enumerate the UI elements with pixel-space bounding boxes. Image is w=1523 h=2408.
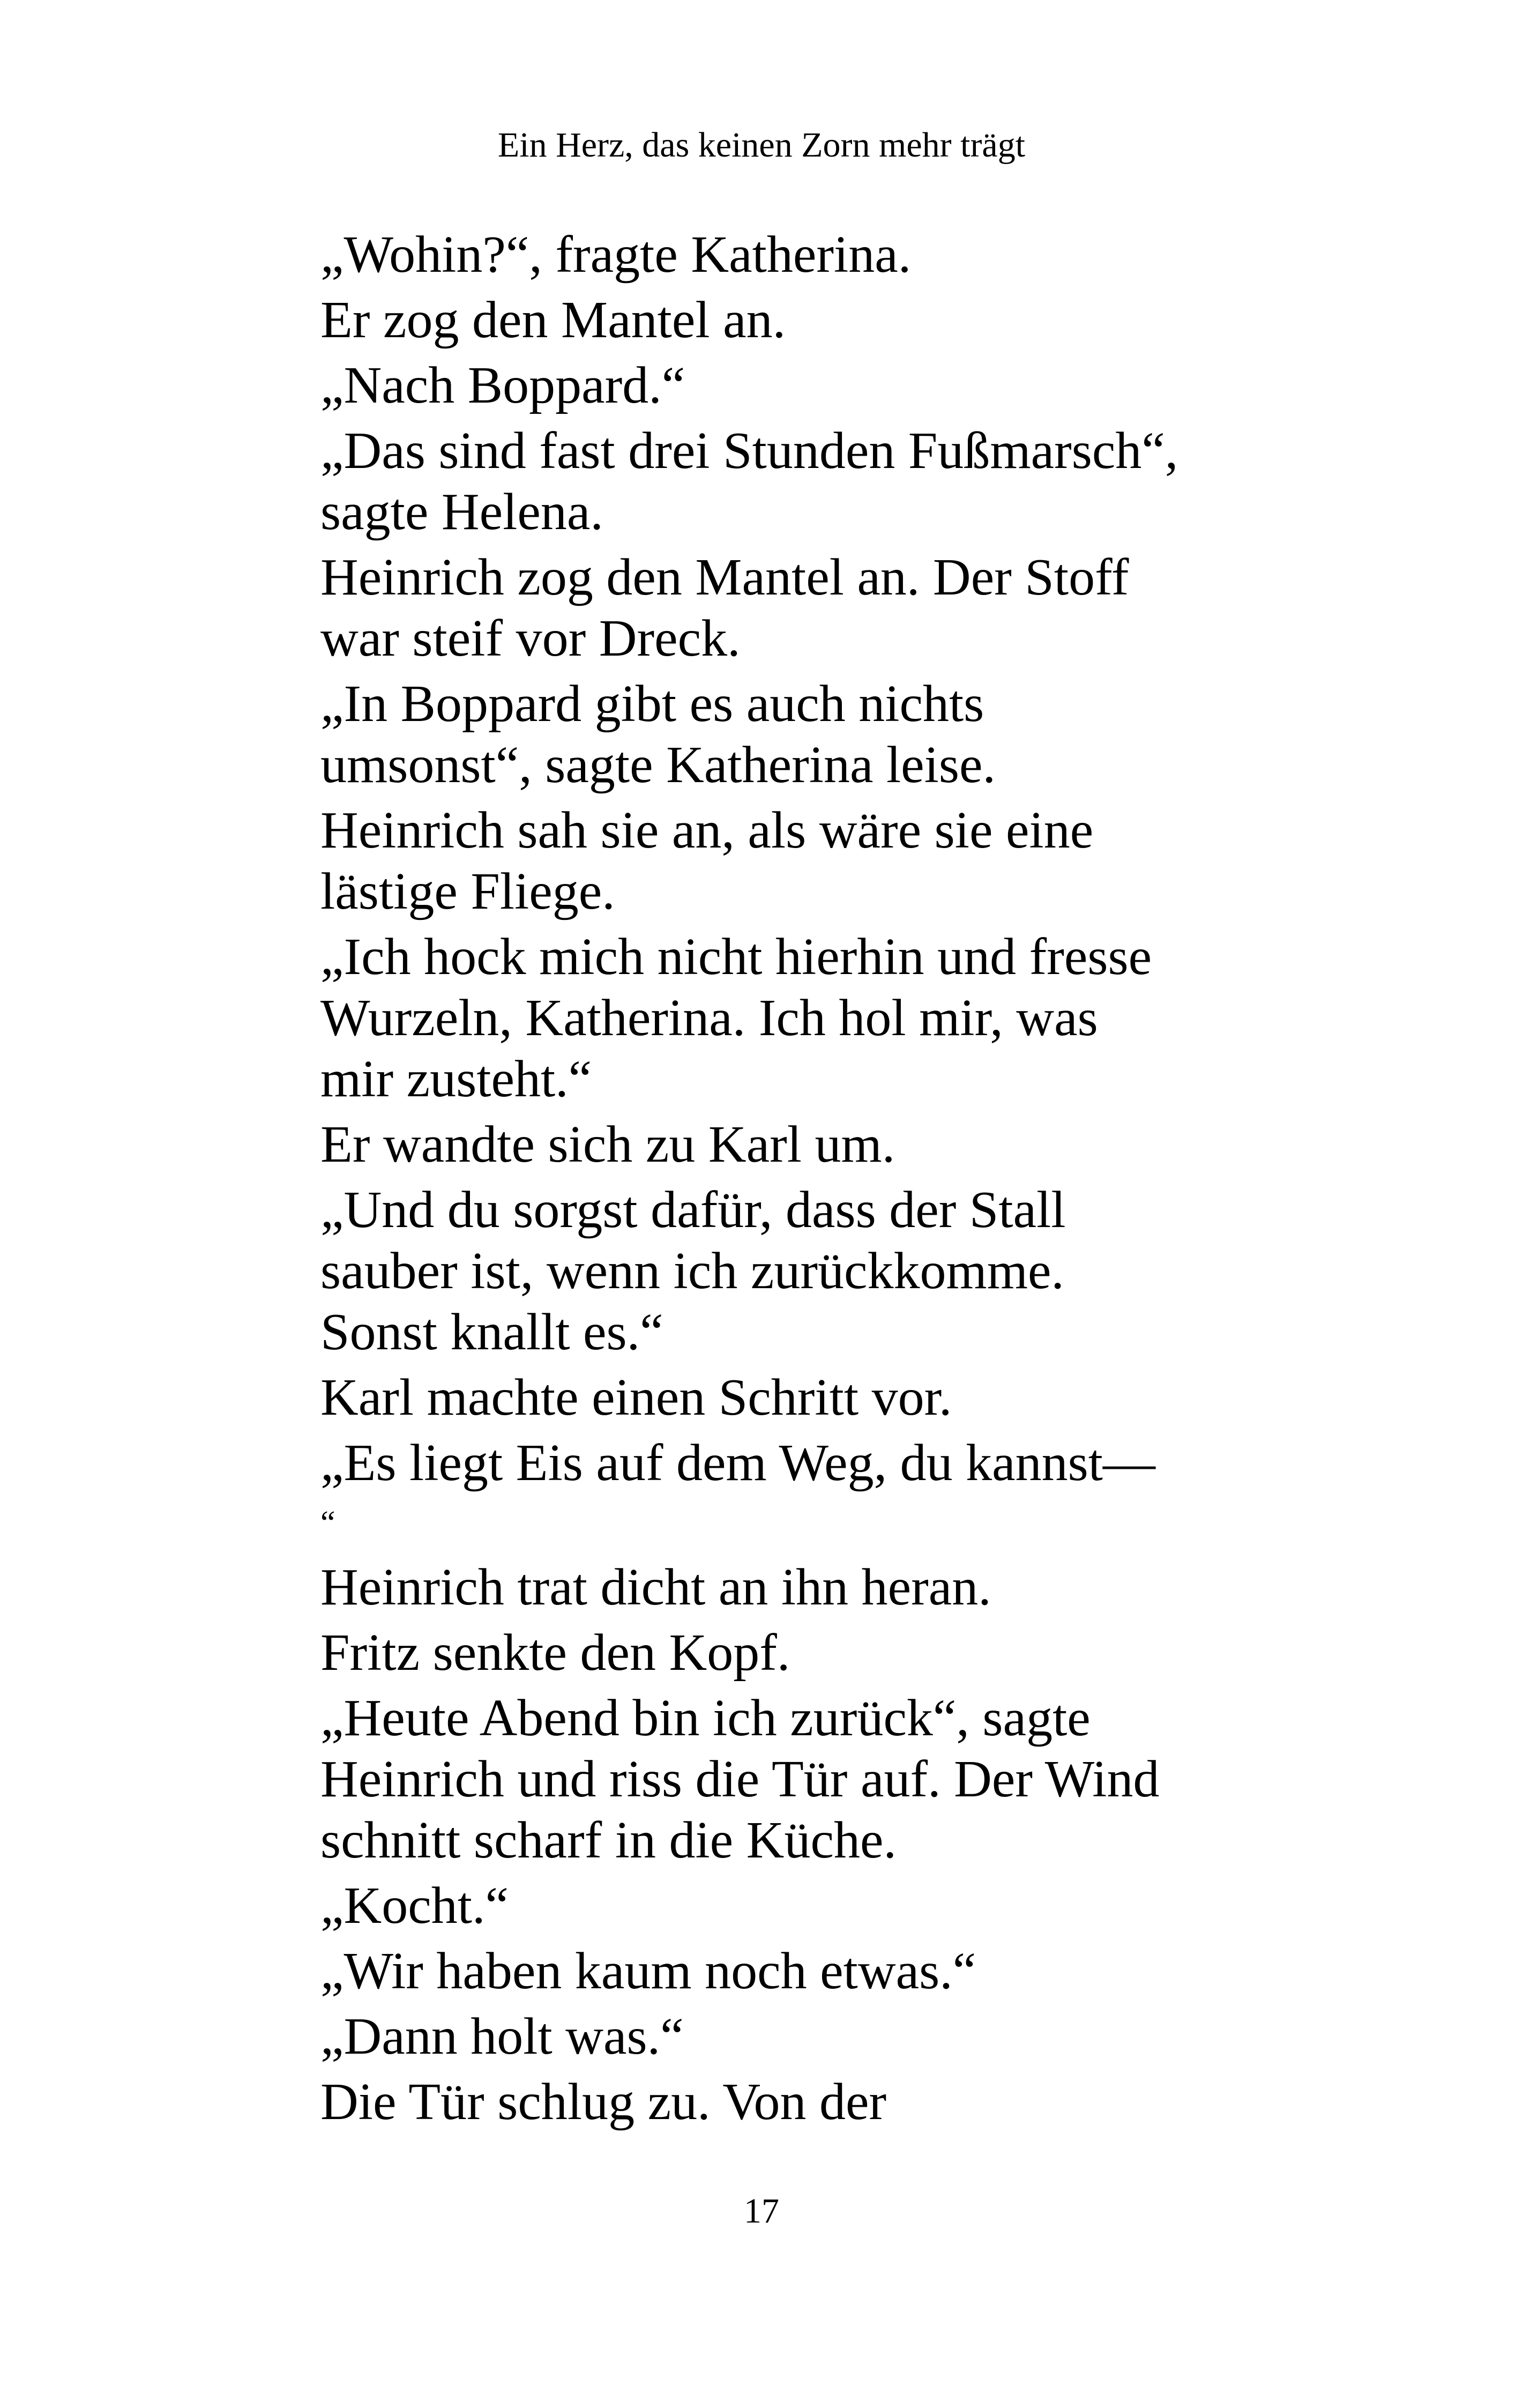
paragraph	[320, 289, 1264, 351]
paragraph	[320, 2006, 1264, 2067]
paragraph	[320, 1622, 1264, 1683]
text-line: „Und du sorgst dafür, dass der Stall	[320, 1181, 1066, 1239]
paragraph	[320, 1367, 1264, 1428]
text-line: mir zusteht.“	[320, 1050, 592, 1108]
closing-quote-line: “	[320, 1505, 335, 1541]
text-line: „Das sind fast drei Stunden Fußmarsch“,	[320, 422, 1178, 480]
text-line: „In Boppard gibt es auch nichts	[320, 675, 984, 733]
paragraph	[320, 800, 1264, 922]
text-line: „Nach Boppard.“	[320, 356, 685, 414]
text-line: schnitt scharf in die Küche.	[320, 1811, 897, 1869]
text-line: Fritz senkte den Kopf.	[320, 1624, 790, 1682]
text-line: sagte Helena.	[320, 483, 603, 541]
text-line: „Heute Abend bin ich zurück“, sagte	[320, 1689, 1091, 1747]
text-line: Die Tür schlug zu. Von der	[320, 2073, 887, 2131]
page-number: 17	[744, 2191, 779, 2231]
paragraph	[320, 1114, 1264, 1175]
text-line: Sonst knallt es.“	[320, 1303, 663, 1361]
paragraph	[320, 224, 1264, 285]
text-line: umsonst“, sagte Katherina leise.	[320, 736, 996, 794]
text-line: Heinrich trat dicht an ihn heran.	[320, 1558, 991, 1616]
paragraph	[320, 2071, 1264, 2132]
text-line: „Kocht.“	[320, 1877, 509, 1935]
paragraph	[320, 1432, 1264, 1552]
text-line: Karl machte einen Schritt vor.	[320, 1369, 952, 1426]
text-line: sauber ist, wenn ich zurückkomme.	[320, 1242, 1064, 1300]
text-line: Heinrich zog den Mantel an. Der Stoff	[320, 548, 1129, 606]
text-line: „Dann holt was.“	[320, 2008, 684, 2065]
paragraph	[320, 673, 1264, 796]
text-line: Heinrich sah sie an, als wäre sie eine	[320, 801, 1094, 859]
paragraph	[320, 1557, 1264, 1618]
paragraph	[320, 1179, 1264, 1363]
paragraph	[320, 355, 1264, 416]
paragraph	[320, 1875, 1264, 1936]
paragraph	[320, 547, 1264, 669]
text-line: Er wandte sich zu Karl um.	[320, 1116, 895, 1173]
text-line: Er zog den Mantel an.	[320, 291, 786, 349]
text-line: „Ich hock mich nicht hierhin und fresse	[320, 928, 1152, 986]
body-text	[320, 224, 1264, 2137]
paragraph	[320, 420, 1264, 542]
text-line: „Es liegt Eis auf dem Weg, du kannst—	[320, 1434, 1155, 1492]
paragraph	[320, 926, 1264, 1110]
paragraph	[320, 1688, 1264, 1871]
paragraph	[320, 1941, 1264, 2002]
text-line: lästige Fliege.	[320, 863, 615, 920]
running-header: Ein Herz, das keinen Zorn mehr trägt	[497, 125, 1026, 165]
text-line: Heinrich und riss die Tür auf. Der Wind	[320, 1750, 1160, 1808]
text-line: Wurzeln, Katherina. Ich hol mir, was	[320, 989, 1098, 1047]
text-line: „Wohin?“, fragte Katherina.	[320, 226, 912, 284]
text-line: „Wir haben kaum noch etwas.“	[320, 1942, 976, 2000]
text-line: war steif vor Dreck.	[320, 610, 741, 667]
